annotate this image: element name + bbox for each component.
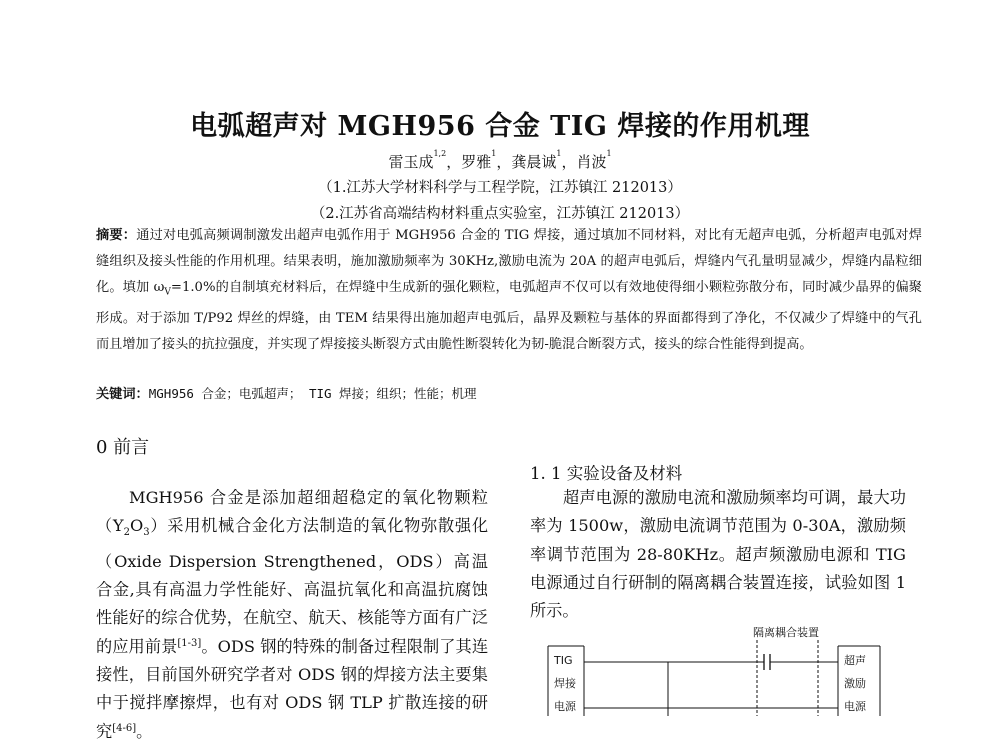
introduction-body [96, 484, 488, 746]
abstract-text-part2: =1.0%的自制填充材料后，在焊缝中生成新的强化颗粒，电弧超声不仅可以有效地使得细小颗粒弥散分布，同时减少晶界的偏聚形成。对于添加 T/P92 焊丝的焊缝，由 TEM 结果得出施加超声电弧后，晶界及颗粒与基体的界面都得到了净化，不仅减少了焊缝中的气孔而且增加了接头的抗拉强度，并实现了焊接接头断裂方式由脆性断裂转化为韧-脆混合断裂方式，接头的综合性能得到提高。 [96, 279, 922, 352]
tig-label-line: TIG [554, 654, 573, 667]
keywords [96, 381, 922, 407]
citation-ref[interactable]: [1-3] [177, 637, 202, 649]
text-run: 。 [136, 721, 153, 741]
equipment-paragraph: 超声电源的激励电流和激励频率均可调，最大功率为 1500w，激励电流调节范围为 0-30A，激励频率调节范围为 28-80KHz。超声频激励电源和 TIG 电源通过自行研制的隔离耦合装置连接，试验如图 1 所示。 [530, 488, 906, 621]
keywords-label: 关键词： [96, 387, 149, 402]
affiliation-1: （1.江苏大学材料科学与工程学院，江苏镇江 212013） [318, 180, 682, 196]
ultrasonic-label-line: 超声 [844, 654, 866, 667]
introduction-paragraph [96, 484, 488, 746]
abstract-label: 摘要： [96, 228, 137, 243]
text-run: ）采用机械合金化方法制造的氧化物弥散强化（Oxide Dispersion Strengthened，ODS）高温合金,具有高温力学性能好、高温抗氧化和高温抗腐蚀性能好的综合优势，在航空、航天、核能等方面有广泛的应用前景 [96, 516, 489, 656]
paper-title: 电弧超声对 MGH956 合金 TIG 焊接的作用机理 [190, 111, 810, 142]
abstract [96, 223, 922, 358]
figure-1-circuit-diagram [548, 624, 888, 716]
citation-ref[interactable]: [4-6] [112, 722, 137, 734]
keywords-text: MGH956 合金；电弧超声； TIG 焊接；组织；性能；机理 [148, 386, 477, 401]
author-affiliation-mark: 1 [556, 149, 562, 158]
tig-label-line: 电源 [554, 700, 576, 713]
coupler-label: 隔离耦合装置 [753, 626, 819, 639]
tig-label-line: 焊接 [554, 677, 576, 690]
author-affiliation-mark: 1,2 [433, 149, 447, 158]
section-heading-equipment: 1. 1 实验设备及材料 [530, 464, 683, 483]
author-affiliation-mark: 1 [606, 149, 612, 158]
ultrasonic-label-line: 激励 [844, 677, 866, 690]
author-affiliation-mark: 1 [491, 149, 497, 158]
author-name: 龚晨诚 [511, 153, 557, 171]
ultrasonic-label-line: 电源 [844, 700, 866, 713]
subscript: 3 [143, 527, 150, 539]
author-name: 罗雅 [461, 153, 492, 171]
author-separator: ， [446, 153, 462, 171]
author-name: 雷玉成 [388, 153, 434, 171]
author-list [0, 151, 1000, 172]
author-separator: ， [496, 153, 512, 171]
abstract-subscript: V [164, 287, 171, 298]
text-run: O [129, 516, 144, 536]
author-name: 肖波 [576, 153, 607, 171]
equipment-body [530, 484, 906, 625]
affiliation-2: （2.江苏省高端结构材料重点实验室，江苏镇江 212013） [310, 206, 690, 222]
author-separator: ， [561, 153, 577, 171]
text-run: MGH956 合金是添加超细超稳定的氧化物颗粒（Y [96, 488, 488, 536]
text-run: 。ODS 钢的特殊的制备过程限制了其连接性，目前国外研究学者对 ODS 钢的焊接方法主要集中于搅拌摩擦焊，也有对 ODS 钢 TLP 扩散连接的研究 [96, 636, 489, 741]
section-heading-introduction: 0 前言 [96, 437, 150, 458]
abstract-text-part1: 通过对电弧高频调制激发出超声电弧作用于 MGH956 合金的 TIG 焊接，通过填加不同材料，对比有无超声电弧，分析超声电弧对焊缝组织及接头性能的作用机理。结果表明，施加激励频率为 30KHz,激励电流为 20A 的超声电弧后，焊缝内气孔量明显减少，焊缝内晶粒细化。填加 ω [96, 228, 922, 295]
subscript: 2 [123, 527, 130, 539]
